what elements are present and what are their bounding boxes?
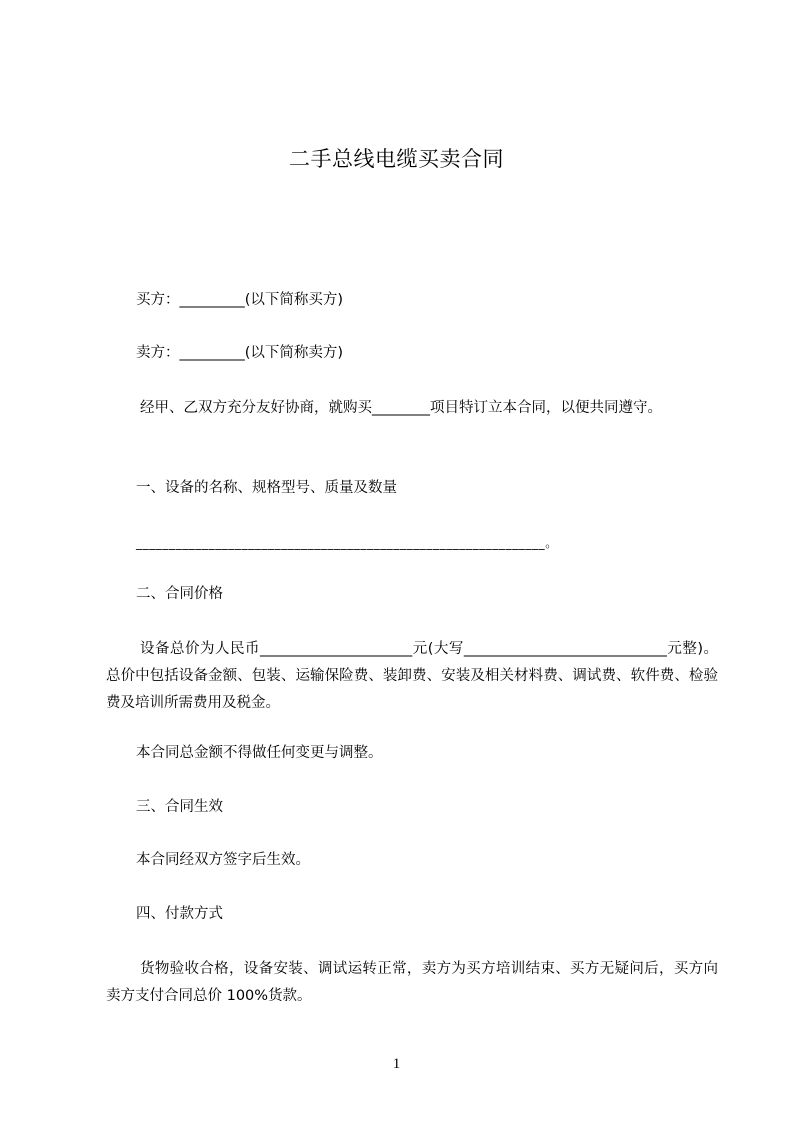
seller-line: 卖方：_________(以下简称卖方): [136, 345, 344, 361]
document-title: 二手总线电缆买卖合同: [289, 147, 504, 171]
intro-paragraph: 经甲、乙双方充分友好协商，就购买________项目特订立本合同，以便共同遵守。: [140, 400, 662, 416]
section1-blank-line: ______________________________________________________________。: [136, 536, 558, 550]
section3-paragraph: 本合同经双方签字后生效。: [136, 852, 310, 868]
section2-heading: 二、合同价格: [136, 586, 223, 602]
section2-no-change-paragraph: 本合同总金额不得做任何变更与调整。: [136, 745, 383, 761]
section4-heading: 四、付款方式: [136, 906, 223, 922]
section1-heading: 一、设备的名称、规格型号、质量及数量: [136, 480, 397, 496]
section2-price-paragraph: 设备总价为人民币_____________________元(大写____________________________元整)。总价中包括设备金额、包装、运输保险费、装卸费、安装及相关材料费、调试费、软件费、检验费及培训所需费用及税金。: [106, 641, 718, 711]
section3-heading: 三、合同生效: [136, 799, 223, 815]
buyer-line: 买方：_________(以下简称买方): [136, 292, 344, 308]
page-number: 1: [392, 1056, 401, 1072]
section4-paragraph: 货物验收合格，设备安装、调试运转正常，卖方为买方培训结束、买方无疑问后，买方向卖方支付合同总价 100%货款。: [106, 961, 718, 1004]
